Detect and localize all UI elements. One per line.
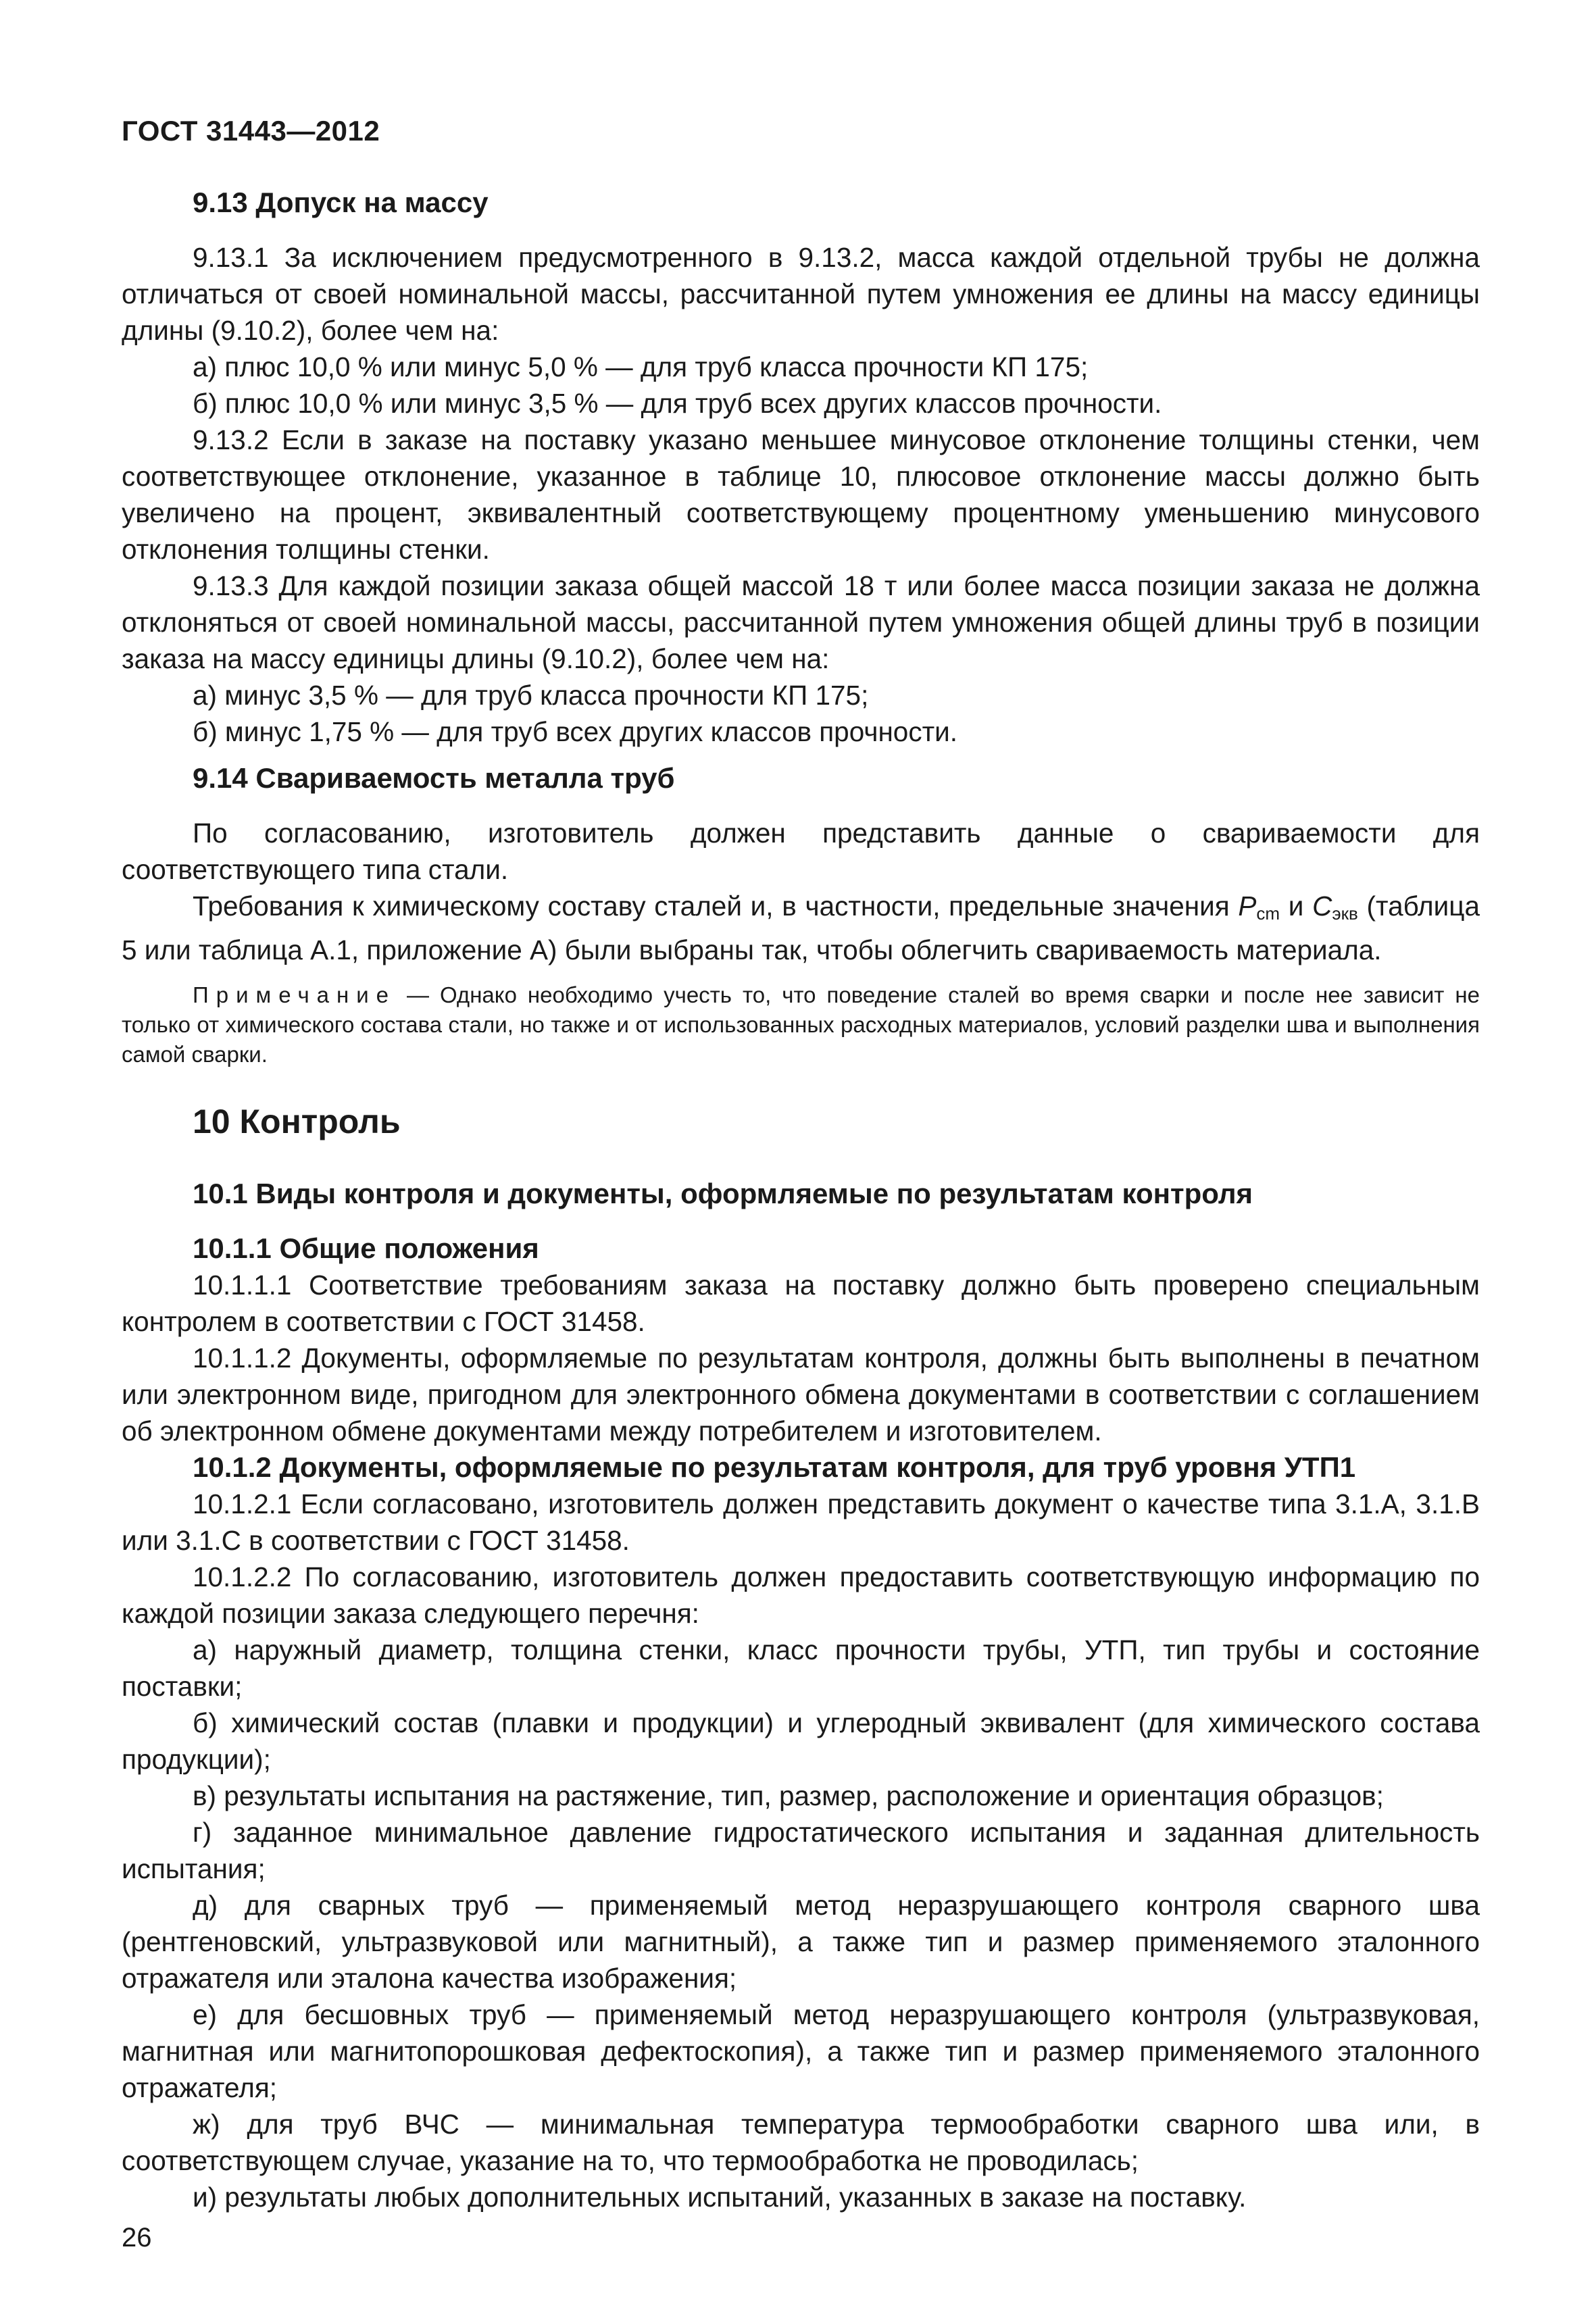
- list-item-10-d: д) для сварных труб — применяемый метод неразрушающего контроля сварного шва (рентгеновский, ультразвуковой или магнитный), а также тип и размер применяемого эталонного отражателя или эталона качества изображения;: [122, 1890, 1480, 1994]
- list-item-10-e: е) для бесшовных труб — применяемый метод неразрушающего контроля (ультразвуковая, магнитная или магнитопорошковая дефектоскопия), а также тип и размер применяемого эталонного отражателя;: [122, 1999, 1480, 2103]
- list-item-10-zh: ж) для труб ВЧС — минимальная температура термообработки сварного шва или, в соответствующем случае, указание на то, что термообработка не проводилась;: [122, 2109, 1480, 2176]
- list-item-10-i: и) результаты любых дополнительных испытаний, указанных в заказе на поставку.: [193, 2182, 1247, 2213]
- page-content: [122, 115, 1480, 2215]
- list-item-9-13-3-b: б) минус 1,75 % — для труб всех других классов прочности.: [193, 716, 958, 747]
- paragraph-9-14-1: По согласованию, изготовитель должен представить данные о свариваемости для соответствующего типа стали.: [122, 818, 1480, 885]
- pcm-symbol: P: [1238, 890, 1257, 922]
- section-9-13-heading: 9.13 Допуск на массу: [193, 186, 489, 218]
- list-item-9-13-1-a: а) плюс 10,0 % или минус 5,0 % — для труб класса прочности КП 175;: [193, 351, 1089, 382]
- note-label: Примечание: [193, 982, 397, 1007]
- paragraph-9-14-2-and: и: [1280, 890, 1313, 922]
- section-10-1-2-heading: 10.1.2 Документы, оформляемые по результатам контроля, для труб уровня УТП1: [193, 1451, 1356, 1483]
- paragraph-10-1-2-1: 10.1.2.1 Если согласовано, изготовитель должен представить документ о качестве типа 3.1.А, 3.1.В или 3.1.С в соответствии с ГОСТ 31458.: [122, 1488, 1480, 1556]
- paragraph-9-13-1: 9.13.1 За исключением предусмотренного в 9.13.2, масса каждой отдельной трубы не должна отличаться от своей номинальной массы, рассчитанной путем умножения ее длины на массу единицы длины (9.10.2), более чем на:: [122, 242, 1480, 346]
- document-id-header: ГОСТ 31443—2012: [122, 115, 380, 147]
- list-item-9-13-1-b: б) плюс 10,0 % или минус 3,5 % — для труб всех других классов прочности.: [193, 388, 1162, 419]
- section-10-heading: 10 Контроль: [193, 1103, 401, 1140]
- list-item-9-13-3-a: а) минус 3,5 % — для труб класса прочности КП 175;: [193, 680, 869, 711]
- paragraph-10-1-1-1: 10.1.1.1 Соответствие требованиям заказа на поставку должно быть проверено специальным контролем в соответствии с ГОСТ 31458.: [122, 1269, 1480, 1337]
- note-text: — Однако необходимо учесть то, что поведение сталей во время сварки и после нее зависит не только от химического состава стали, но также и от использованных расходных материалов, условий разделки шва и выполнения самой сварки.: [122, 982, 1480, 1067]
- section-9-14-heading: 9.14 Свариваемость металла труб: [193, 762, 675, 794]
- paragraph-9-14-2-end: (таблица 5 или таблица А.1, приложение А) были выбраны так, чтобы облегчить свариваемость материала.: [122, 890, 1480, 965]
- section-10-1-1-heading: 10.1.1 Общие положения: [193, 1232, 539, 1264]
- paragraph-10-1-2-2: 10.1.2.2 По согласованию, изготовитель должен предоставить соответствующую информацию по каждой позиции заказа следующего перечня:: [122, 1561, 1480, 1629]
- section-10-1-heading: 10.1 Виды контроля и документы, оформляемые по результатам контроля: [193, 1178, 1253, 1209]
- paragraph-9-14-2: [122, 888, 1480, 968]
- paragraph-10-1-1-2: 10.1.1.2 Документы, оформляемые по результатам контроля, должны быть выполнены в печатном или электронном виде, пригодном для электронного обмена документами в соответствии с соглашением об электронном обмене документами между потребителем и изготовителем.: [122, 1342, 1480, 1447]
- list-item-10-v: в) результаты испытания на растяжение, тип, размер, расположение и ориентация образцов;: [193, 1780, 1384, 1811]
- note-9-14: [122, 980, 1480, 1070]
- page-number: 26: [122, 2223, 152, 2253]
- list-item-10-a: а) наружный диаметр, толщина стенки, класс прочности трубы, УТП, тип трубы и состояние поставки;: [122, 1634, 1480, 1702]
- paragraph-9-14-2-start: Требования к химическому составу сталей и, в частности, предельные значения: [193, 890, 1239, 922]
- list-item-10-g: г) заданное минимальное давление гидростатического испытания и заданная длительность испытания;: [122, 1817, 1480, 1884]
- ceq-subscript: экв: [1332, 903, 1358, 924]
- list-item-10-b: б) химический состав (плавки и продукции) и углеродный эквивалент (для химического состава продукции);: [122, 1707, 1480, 1775]
- paragraph-9-13-3: 9.13.3 Для каждой позиции заказа общей массой 18 т или более масса позиции заказа не должна отклоняться от своей номинальной массы, рассчитанной путем умножения общей длины труб в позиции заказа на массу единицы длины (9.10.2), более чем на:: [122, 570, 1480, 674]
- paragraph-9-13-2: 9.13.2 Если в заказе на поставку указано меньшее минусовое отклонение толщины стенки, чем соответствующее отклонение, указанное в таблице 10, плюсовое отклонение массы должно быть увеличено на процент, эквивалентный соответствующему процентному уменьшению минусового отклонения толщины стенки.: [122, 424, 1480, 565]
- pcm-subscript: cm: [1256, 903, 1280, 924]
- ceq-symbol: C: [1312, 890, 1332, 922]
